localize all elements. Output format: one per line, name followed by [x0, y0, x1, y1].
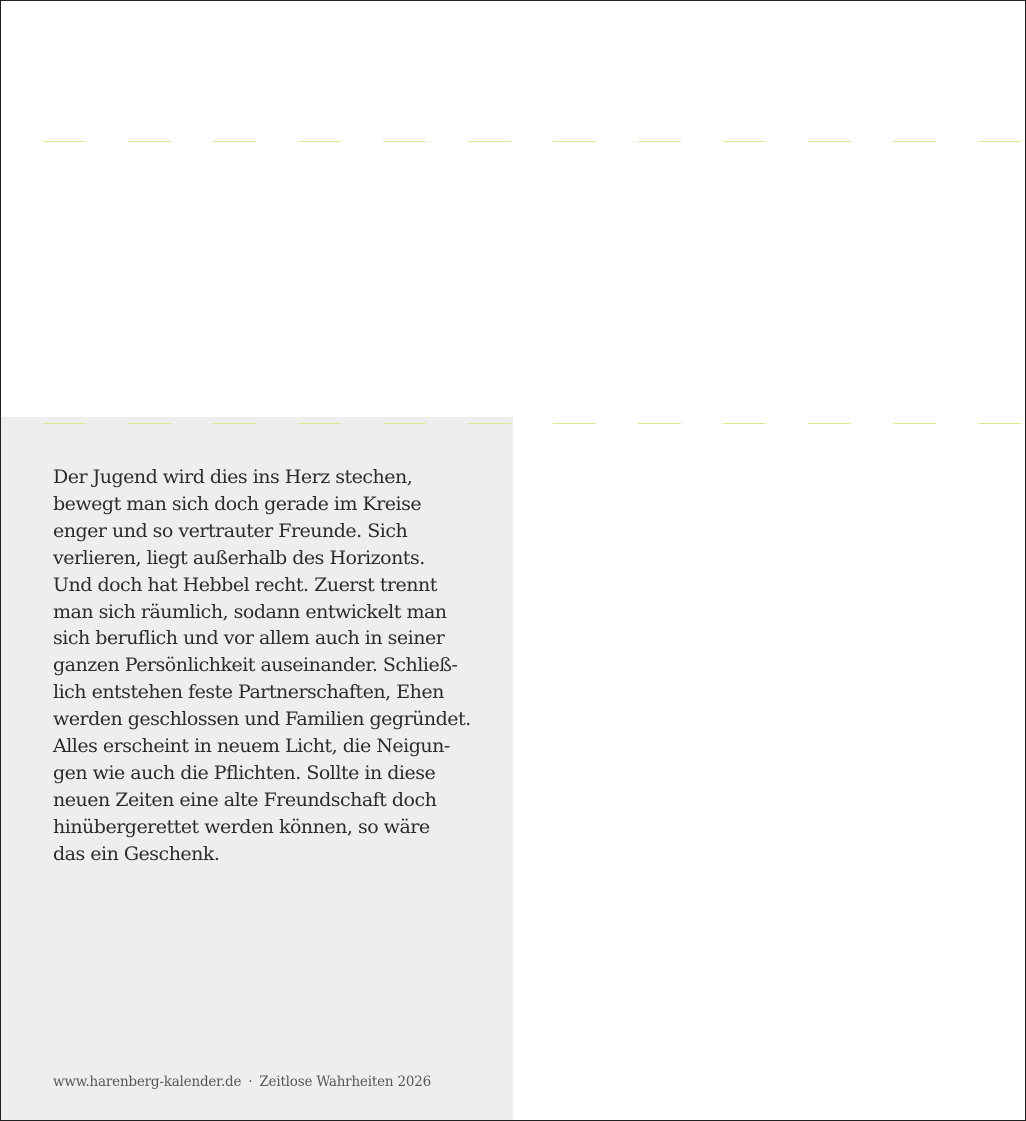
- text-line: Und doch hat Hebbel recht. Zuerst trennt: [53, 573, 437, 596]
- text-line: lich entstehen feste Partnerschaften, Ehen: [53, 681, 444, 704]
- dashed-guide-line-middle: [0, 423, 1026, 424]
- footer-title: Zeitlose Wahrheiten 2026: [259, 1074, 431, 1090]
- text-line: Alles erscheint in neuem Licht, die Neigun-: [53, 735, 450, 758]
- footer-separator: ·: [248, 1074, 253, 1090]
- text-line: ganzen Persönlichkeit auseinander. Schließ-: [53, 654, 458, 677]
- text-line: man sich räumlich, sodann entwickelt man: [53, 600, 447, 623]
- text-line: bewegt man sich doch gerade im Kreise: [53, 492, 422, 515]
- page-footer: [53, 1074, 431, 1090]
- text-line: enger und so vertrauter Freunde. Sich: [53, 519, 408, 542]
- text-line: verlieren, liegt außerhalb des Horizonts.: [53, 546, 425, 569]
- text-line: das ein Geschenk.: [53, 842, 220, 865]
- text-line: werden geschlossen und Familien gegründet.: [53, 708, 471, 731]
- text-line: gen wie auch die Pflichten. Sollte in diese: [53, 761, 436, 784]
- text-line: Der Jugend wird dies ins Herz stechen,: [53, 466, 413, 488]
- footer-website: www.harenberg-kalender.de: [53, 1074, 242, 1090]
- dashed-guide-line-top: [0, 141, 1026, 142]
- text-line: hinübergerettet werden können, so wäre: [53, 815, 430, 838]
- text-line: sich beruflich und vor allem auch in seiner: [53, 627, 445, 650]
- commentary-text: [53, 464, 503, 868]
- text-line: neuen Zeiten eine alte Freundschaft doch: [53, 788, 437, 811]
